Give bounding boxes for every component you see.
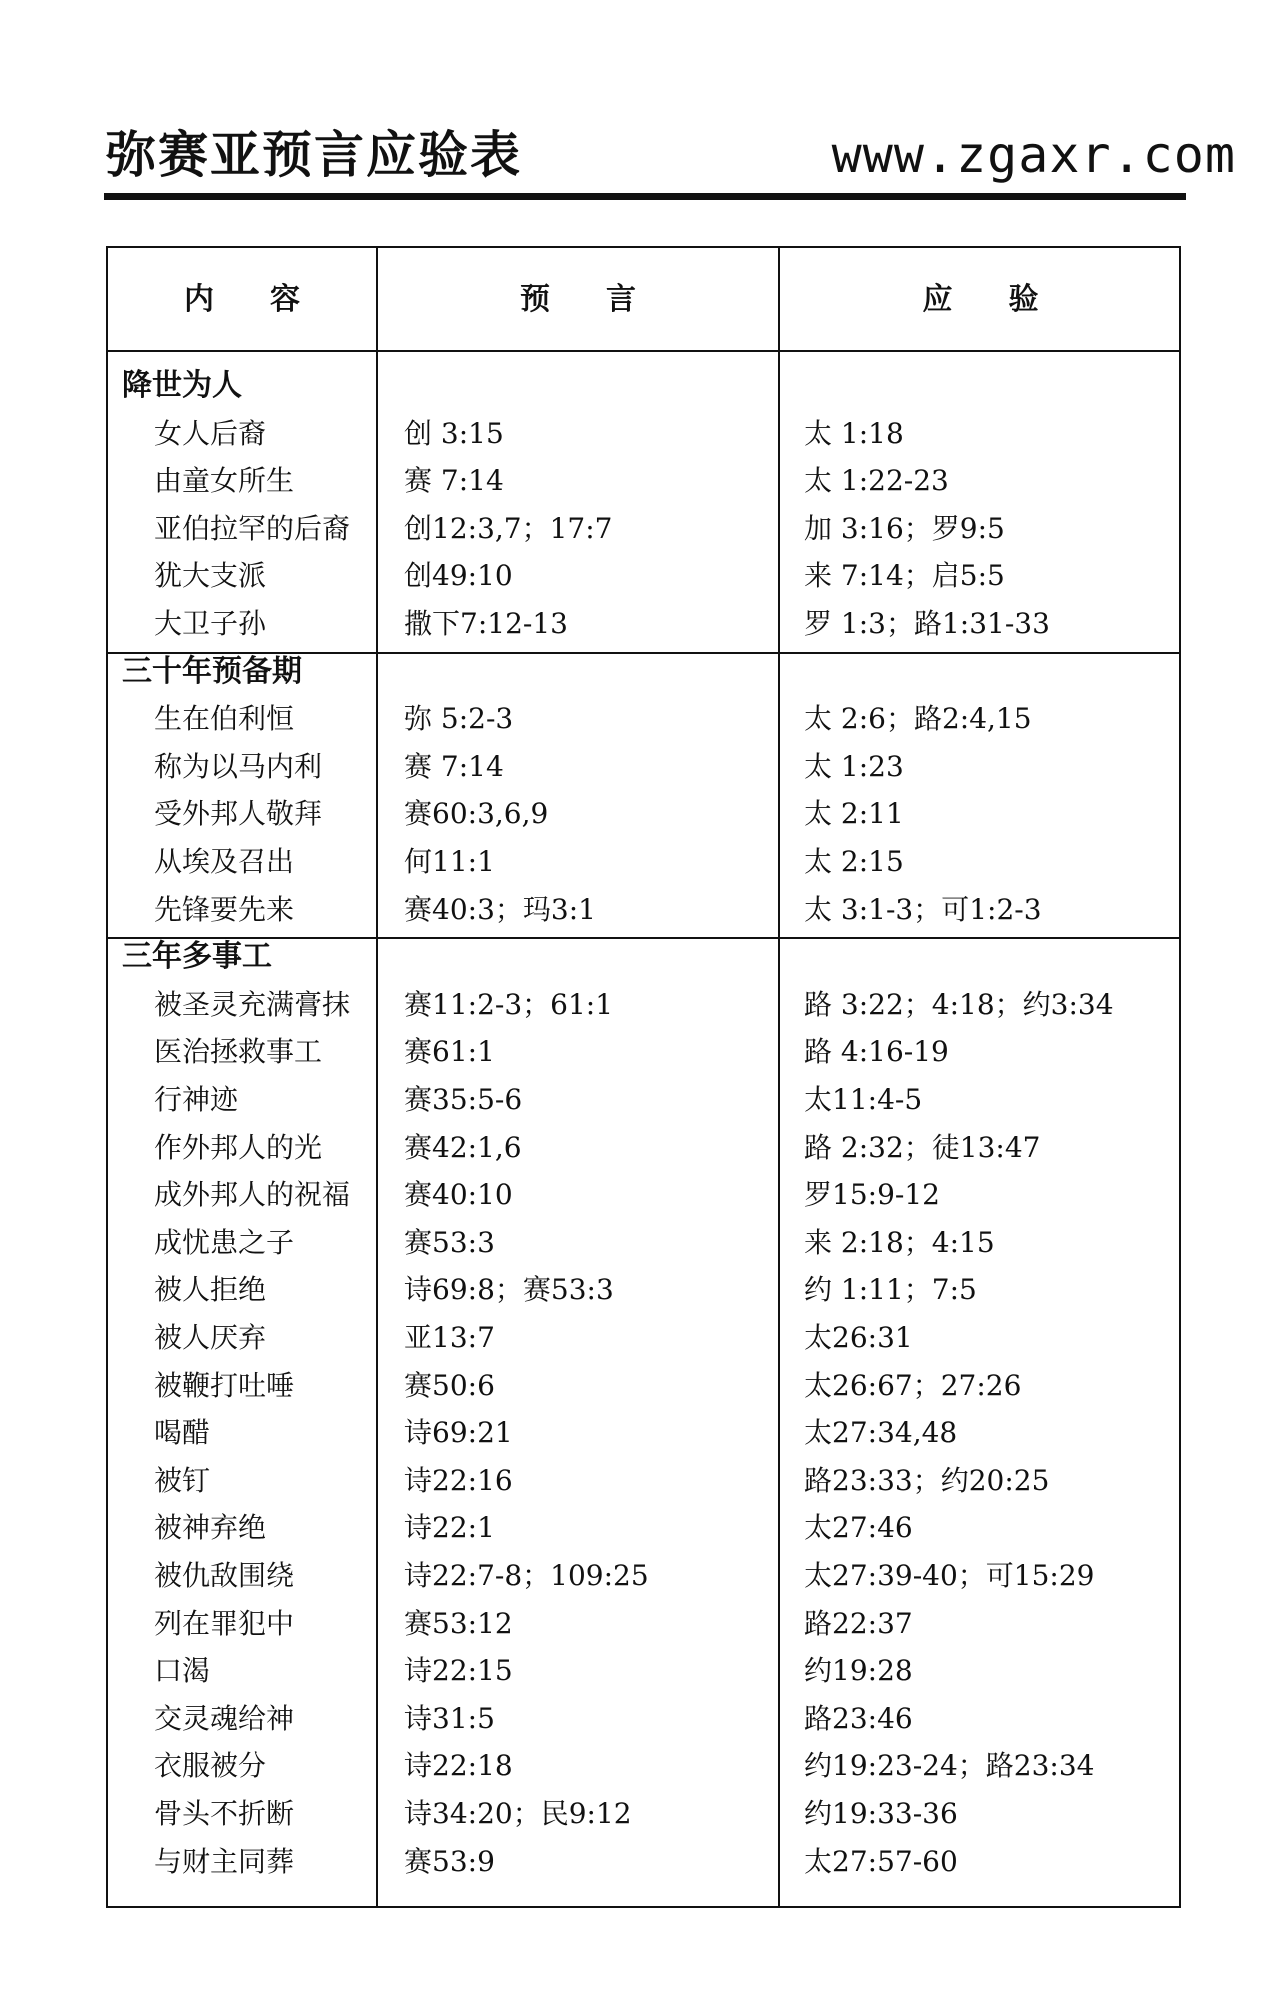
cell-content: 作外邦人的光 bbox=[154, 1130, 323, 1164]
cell-fulfillment: 来 7:14；启5:5 bbox=[804, 559, 1005, 593]
cell-fulfillment: 太 3:1-3；可1:2-3 bbox=[804, 892, 1042, 926]
cell-fulfillment: 路 2:32；徒13:47 bbox=[804, 1130, 1041, 1164]
cell-content: 医治拯救事工 bbox=[154, 1035, 323, 1069]
cell-fulfillment: 太 2:6；路2:4,15 bbox=[804, 702, 1032, 736]
cell-fulfillment: 太27:39-40；可15:29 bbox=[804, 1559, 1095, 1592]
cell-content: 称为以马内利 bbox=[154, 749, 323, 783]
cell-content: 成外邦人的祝福 bbox=[154, 1178, 351, 1212]
page-header bbox=[106, 120, 1236, 190]
cell-fulfillment: 罗15:9-12 bbox=[804, 1178, 940, 1212]
cell-content: 生在伯利恒 bbox=[154, 702, 295, 736]
cell-fulfillment: 约 1:11；7:5 bbox=[804, 1273, 977, 1307]
cell-content: 被神弃绝 bbox=[154, 1511, 267, 1545]
cell-content: 行神迹 bbox=[154, 1083, 239, 1116]
cell-content: 先锋要先来 bbox=[154, 892, 295, 926]
cell-prophecy: 撒下7:12-13 bbox=[404, 607, 568, 640]
cell-prophecy: 诗69:8；赛53:3 bbox=[404, 1273, 614, 1307]
cell-content: 成忧患之子 bbox=[154, 1225, 295, 1259]
cell-fulfillment: 太 2:11 bbox=[804, 797, 904, 831]
cell-fulfillment: 太 1:23 bbox=[804, 749, 904, 783]
column-header-fulfillment: 应验 bbox=[922, 282, 1095, 317]
cell-prophecy: 亚13:7 bbox=[404, 1321, 495, 1354]
cell-prophecy: 何11:1 bbox=[404, 845, 495, 878]
cell-fulfillment: 约19:23-24；路23:34 bbox=[804, 1749, 1095, 1783]
cell-content: 被圣灵充满膏抹 bbox=[154, 987, 351, 1021]
cell-fulfillment: 太 1:22-23 bbox=[804, 464, 949, 498]
cell-prophecy: 赛60:3,6,9 bbox=[404, 797, 549, 831]
cell-fulfillment: 约19:28 bbox=[804, 1654, 913, 1688]
cell-prophecy: 赛40:3；玛3:1 bbox=[404, 892, 596, 926]
cell-content: 亚伯拉罕的后裔 bbox=[154, 511, 351, 545]
cell-content: 被人厌弃 bbox=[154, 1321, 267, 1354]
column-header-content: 内容 bbox=[184, 282, 356, 317]
cell-content: 骨头不折断 bbox=[154, 1797, 295, 1830]
cell-content: 交灵魂给神 bbox=[154, 1701, 295, 1735]
cell-content: 从埃及召出 bbox=[154, 845, 295, 878]
cell-prophecy: 创12:3,7；17:7 bbox=[404, 511, 613, 545]
cell-content: 衣服被分 bbox=[154, 1749, 267, 1783]
cell-content: 受外邦人敬拜 bbox=[154, 797, 323, 831]
cell-content: 被仇敌围绕 bbox=[154, 1559, 295, 1592]
section-title: 三十年预备期 bbox=[122, 653, 302, 689]
cell-content: 喝醋 bbox=[154, 1416, 211, 1450]
cell-prophecy: 诗22:15 bbox=[404, 1654, 513, 1688]
cell-prophecy: 诗22:16 bbox=[404, 1463, 513, 1497]
cell-prophecy: 诗31:5 bbox=[404, 1701, 495, 1735]
cell-content: 大卫子孙 bbox=[154, 607, 267, 640]
cell-prophecy: 赛53:3 bbox=[404, 1225, 495, 1259]
cell-prophecy: 诗69:21 bbox=[404, 1416, 513, 1450]
cell-fulfillment: 太 2:15 bbox=[804, 845, 904, 878]
cell-fulfillment: 太11:4-5 bbox=[804, 1083, 923, 1116]
cell-fulfillment: 太27:46 bbox=[804, 1511, 913, 1545]
cell-prophecy: 赛50:6 bbox=[404, 1368, 495, 1402]
cell-fulfillment: 路22:37 bbox=[804, 1606, 913, 1640]
cell-fulfillment: 路 4:16-19 bbox=[804, 1035, 949, 1069]
cell-prophecy: 赛35:5-6 bbox=[404, 1083, 523, 1116]
cell-prophecy: 赛 7:14 bbox=[404, 749, 504, 783]
cell-prophecy: 赛40:10 bbox=[404, 1178, 513, 1212]
page-title: 弥赛亚预言应验表 bbox=[106, 126, 522, 184]
cell-fulfillment: 太26:67；27:26 bbox=[804, 1368, 1022, 1402]
cell-content: 由童女所生 bbox=[154, 464, 295, 498]
cell-fulfillment: 太27:57-60 bbox=[804, 1844, 958, 1878]
column-header-prophecy: 预言 bbox=[520, 282, 692, 317]
column-divider bbox=[778, 248, 780, 1906]
cell-fulfillment: 太 1:18 bbox=[804, 416, 904, 450]
cell-prophecy: 诗34:20；民9:12 bbox=[404, 1797, 632, 1830]
cell-prophecy: 赛53:9 bbox=[404, 1844, 495, 1878]
cell-content: 犹大支派 bbox=[154, 559, 267, 593]
cell-content: 口渴 bbox=[154, 1654, 211, 1688]
cell-prophecy: 赛61:1 bbox=[404, 1035, 495, 1069]
cell-fulfillment: 太27:34,48 bbox=[804, 1416, 958, 1450]
website-url[interactable]: www.zgaxr.com bbox=[831, 126, 1236, 184]
cell-fulfillment: 路23:46 bbox=[804, 1701, 913, 1735]
cell-fulfillment: 来 2:18；4:15 bbox=[804, 1225, 995, 1259]
header-rule bbox=[104, 193, 1186, 200]
cell-content: 被鞭打吐唾 bbox=[154, 1368, 295, 1402]
cell-fulfillment: 路 3:22；4:18；约3:34 bbox=[804, 987, 1114, 1021]
cell-prophecy: 创 3:15 bbox=[404, 416, 504, 450]
cell-content: 女人后裔 bbox=[154, 416, 267, 450]
cell-fulfillment: 罗 1:3；路1:31-33 bbox=[804, 607, 1050, 640]
cell-content: 与财主同葬 bbox=[154, 1844, 295, 1878]
cell-prophecy: 诗22:1 bbox=[404, 1511, 495, 1545]
column-divider bbox=[376, 248, 378, 1906]
cell-fulfillment: 太26:31 bbox=[804, 1321, 913, 1354]
cell-prophecy: 诗22:18 bbox=[404, 1749, 513, 1783]
prophecy-table bbox=[106, 246, 1181, 1908]
cell-fulfillment: 加 3:16；罗9:5 bbox=[804, 511, 1005, 545]
cell-prophecy: 弥 5:2-3 bbox=[404, 702, 514, 736]
section-title: 降世为人 bbox=[122, 368, 242, 403]
section-title: 三年多事工 bbox=[122, 939, 272, 975]
cell-prophecy: 赛11:2-3；61:1 bbox=[404, 987, 614, 1021]
cell-prophecy: 赛53:12 bbox=[404, 1606, 513, 1640]
cell-content: 被人拒绝 bbox=[154, 1273, 267, 1307]
cell-prophecy: 诗22:7-8；109:25 bbox=[404, 1559, 649, 1592]
cell-prophecy: 赛 7:14 bbox=[404, 464, 504, 498]
cell-content: 列在罪犯中 bbox=[154, 1606, 295, 1640]
cell-content: 被钉 bbox=[154, 1463, 211, 1497]
cell-fulfillment: 路23:33；约20:25 bbox=[804, 1463, 1050, 1497]
cell-prophecy: 赛42:1,6 bbox=[404, 1130, 522, 1164]
cell-prophecy: 创49:10 bbox=[404, 559, 513, 593]
cell-fulfillment: 约19:33-36 bbox=[804, 1797, 958, 1830]
